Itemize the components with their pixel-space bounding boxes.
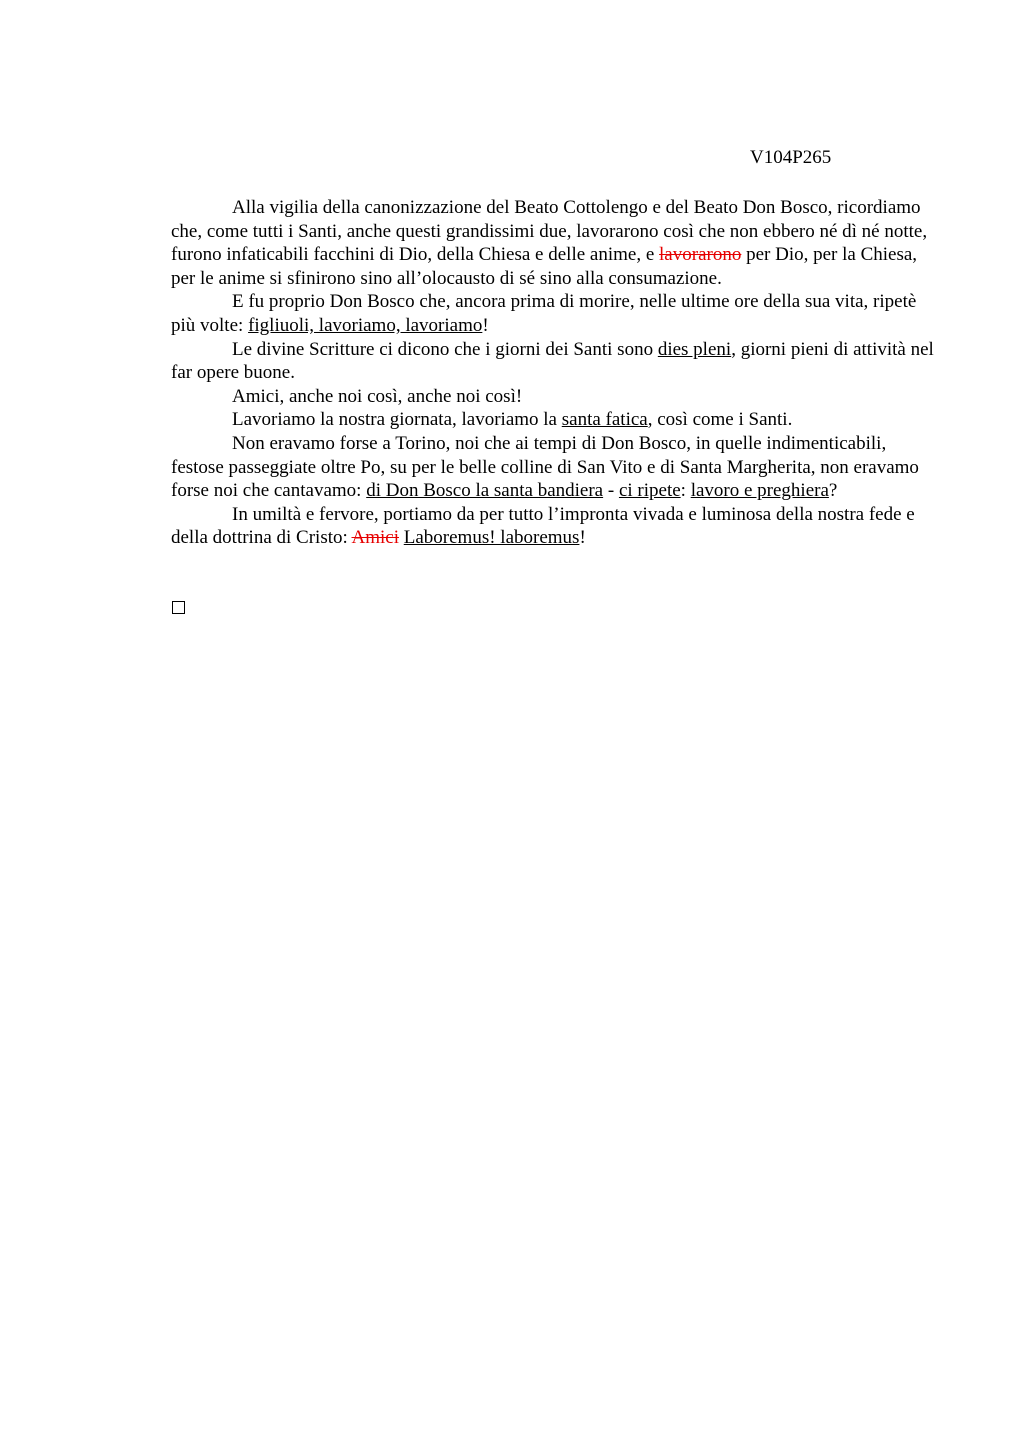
text-run: : [680, 480, 691, 502]
underlined-text: di Don Bosco la santa bandiera [366, 480, 604, 502]
text-run: Amici, anche noi così, anche noi così! [232, 385, 523, 407]
underlined-text: dies pleni [657, 338, 732, 360]
paragraph [171, 503, 937, 550]
underlined-text: Laboremus! laboremus [403, 527, 580, 549]
end-of-text-box-icon [172, 601, 185, 614]
text-run: ! [579, 527, 586, 549]
text-run: ! [482, 314, 489, 336]
paragraph [171, 196, 937, 290]
text-run: Le divine Scritture ci dicono che i giorni dei Santi sono [232, 338, 658, 360]
underlined-text: figliuoli, lavoriamo, lavoriamo [248, 314, 483, 336]
underlined-text: ci ripete [618, 480, 681, 502]
text-run: Lavoriamo la nostra giornata, lavoriamo la [232, 409, 562, 431]
text-run: E fu proprio Don Bosco che, ancora prima di morire, nelle ultime ore della sua vita, ripetè più volte: [171, 291, 917, 336]
document-id: V104P265 [750, 147, 832, 168]
paragraph [171, 290, 937, 337]
text-run: Alla vigilia della canonizzazione del Beato Cottolengo e del Beato Don Bosco, ricordiamo che, come tutti i Santi, anche questi grandissimi due, lavorarono così che non ebbero né dì né notte, furono infaticabili facchini di Dio, della Chiesa e delle anime, e [171, 197, 928, 266]
deleted-text: lavorarono [659, 244, 742, 266]
text-run: In umiltà e fervore, portiamo da per tutto l’impronta vivada e luminosa della nostra fede e della dottrina di Cristo: [171, 503, 915, 549]
underlined-text: santa fatica [561, 409, 648, 431]
text-run: ? [828, 480, 838, 502]
paragraph [171, 408, 937, 432]
text-run: - [603, 480, 619, 502]
text-run: Non eravamo forse a Torino, noi che ai tempi di Don Bosco, in quelle indimenticabili, festose passeggiate oltre Po, su per le belle colline di San Vito e di Santa Margherita, non eravamo forse noi che cantavamo: [171, 432, 919, 502]
paragraph [171, 385, 937, 409]
text-run: , giorni pieni di attività nel far opere buone. [171, 338, 934, 384]
underlined-text: lavoro e preghiera [690, 480, 829, 502]
document-body [171, 196, 937, 550]
paragraph [171, 338, 937, 385]
text-run: , così come i Santi. [647, 409, 793, 431]
deleted-text: Amici [351, 527, 399, 549]
text-run: per Dio, per la Chiesa, per le anime si sfinirono sino all’olocausto di sé sino alla consumazione. [171, 244, 918, 289]
paragraph [171, 432, 937, 503]
